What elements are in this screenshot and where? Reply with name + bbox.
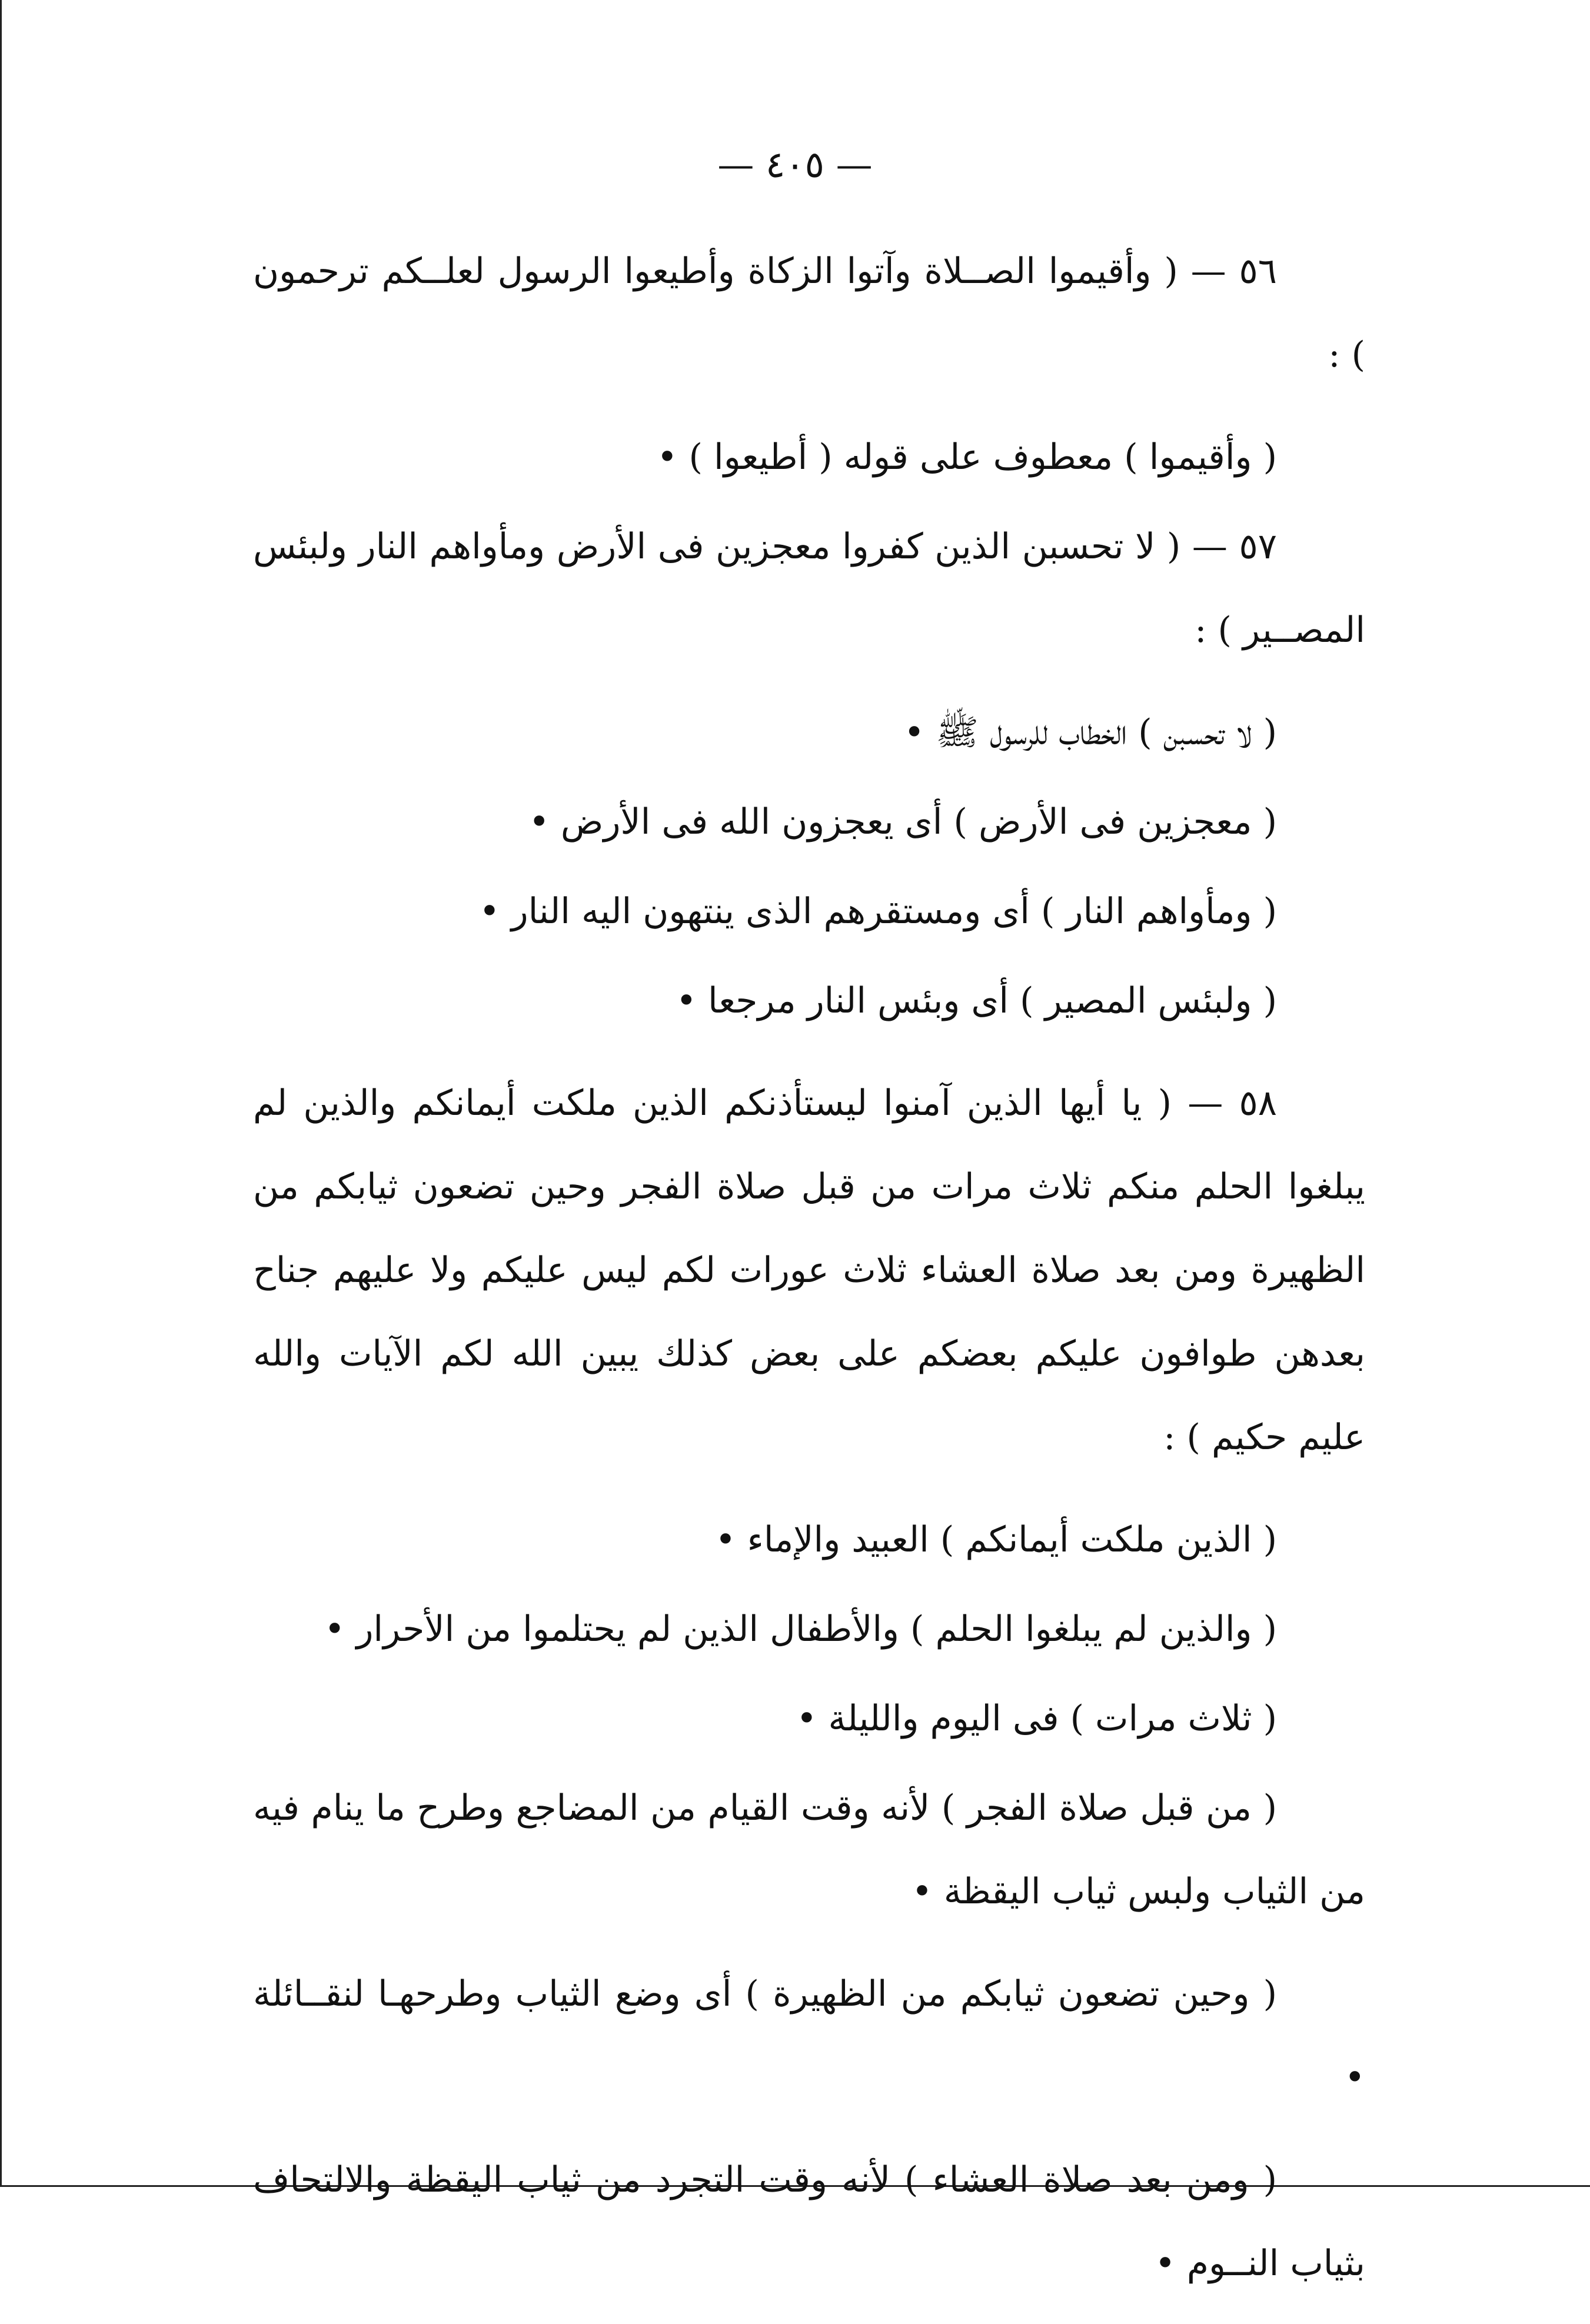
commentary-line: ( من قبل صلاة الفجر ) لأنه وقت القيام من المضاجع وطرح ما ينام فيه من الثياب ولبس ثياب اليقظة •	[253, 1787, 1365, 1912]
commentary-line: ( والذين لم يبلغوا الحلم ) والأطفال الذين لم يحتلموا من الأحرار •	[324, 1609, 1277, 1650]
commentary-line: ( ومأواهم النار ) أى ومستقرهم الذى ينتهون اليه النار •	[479, 891, 1277, 932]
commentary-line: ( وحين تضعون ثيابكم من الظهيرة ) أى وضع الثياب وطرحهـا لنقــائلة •	[253, 1973, 1365, 2098]
commentary-line: ( معجزين فى الأرض ) أى يعجزون الله فى الأرض •	[528, 801, 1277, 843]
commentary-line: ( ثلاث مرات ) فى اليوم والليلة •	[796, 1698, 1277, 1739]
commentary-line: ( الذين ملكت أيمانكم ) العبيد والإماء •	[715, 1519, 1277, 1560]
verse-58: ٥٨ — ( يا أيها الذين آمنوا ليستأذنكم الذين ملكت أيمانكم والذين لم يبلغوا الحلم منكم ثلاث مرات من قبل صلاة الفجر وحين تضعون ثيابكم من الظهيرة ومن بعد صلاة العشاء ثلاث عورات لكم ليس عليكم ولا عليهم جناح بعدهن طوافون عليكم بعضكم على بعض كذلك يبين الله لكم الآيات والله عليم حكيم ) :	[253, 1083, 1365, 1458]
page-number: — ٤٠٥ —	[717, 143, 873, 186]
verse-57: ٥٧ — ( لا تحسبن الذين كفروا معجزين فى الأرض ومأواهم النار ولبئس المصــير ) :	[253, 526, 1365, 651]
commentary-line: ( ومن بعد صلاة العشاء ) لأنه وقت التجرد من ثياب اليقظة والالتحاف بثياب النــوم •	[253, 2159, 1365, 2284]
commentary-line: ( وأقيموا ) معطوف على قوله ( أطيعوا ) •	[657, 437, 1277, 478]
page-body	[253, 229, 1365, 2324]
commentary-line: ( ولبئس المصير ) أى وبئس النار مرجعا •	[676, 980, 1277, 1021]
commentary-line: ( لا تحسبن ) الخطاب للرسول ﷺ •	[903, 712, 1277, 753]
verse-56: ٥٦ — ( وأقيموا الصــلاة وآتوا الزكاة وأطيعوا الرسول لعلــكم ترحمون ) :	[253, 251, 1365, 375]
